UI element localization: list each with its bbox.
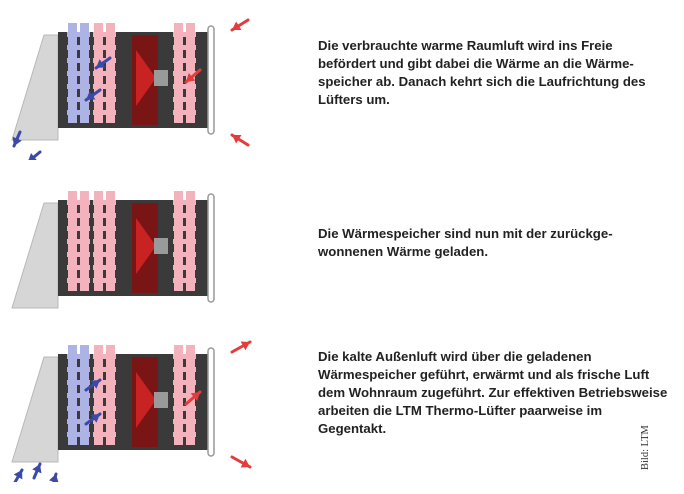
storage-left-b-rib (93, 367, 116, 372)
ventilation-unit (12, 342, 250, 482)
storage-left-a-rib (67, 45, 90, 50)
storage-left-a-rib (67, 84, 90, 89)
storage-left-b-rib (93, 226, 116, 231)
storage-right-rib (173, 354, 196, 359)
outer-wall-cover (12, 357, 58, 462)
storage-right-rib (173, 97, 196, 102)
inner-grille (208, 348, 214, 456)
storage-left-a-rib (67, 200, 90, 205)
supply-diagram (0, 332, 300, 482)
caption-supply: Die kalte Außenluft wird über die geladenen Wärmespeicher geführt, erwärmt und als frische Luft dem Wohnraum zugeführt. Zur effektiven Betriebsweise arbeiten die LTM Thermo-Lüfter paarweise im Gegentakt. (318, 349, 668, 436)
storage-left-a-rib (67, 252, 90, 257)
panel-exhaust (0, 10, 684, 160)
storage-left-a-rib (67, 58, 90, 63)
storage-left-a-rib (67, 406, 90, 411)
cold-air-in-arrow (49, 474, 59, 482)
storage-right-rib (173, 226, 196, 231)
panel-supply (0, 332, 684, 482)
exhaust-arrow (28, 152, 40, 160)
storage-right-rib (173, 406, 196, 411)
inner-grille (208, 194, 214, 302)
storage-left-a-rib (67, 380, 90, 385)
storage-right-rib (173, 239, 196, 244)
storage-right-rib (173, 367, 196, 372)
storage-right-rib (173, 45, 196, 50)
storage-left-a-rib (67, 110, 90, 115)
fan-motor (154, 70, 168, 86)
ventilation-unit (12, 20, 248, 160)
exhaust-diagram (0, 10, 300, 160)
storage-left-b-rib (93, 71, 116, 76)
storage-left-b-rib (93, 354, 116, 359)
storage-left-b-rib (93, 265, 116, 270)
storage-left-b-rib (93, 200, 116, 205)
storage-left-b-rib (93, 97, 116, 102)
loaded-diagram (0, 178, 300, 328)
fresh-air-out-arrow (232, 457, 250, 467)
storage-left-a-rib (67, 265, 90, 270)
fan-motor (154, 392, 168, 408)
storage-left-b-rib (93, 252, 116, 257)
storage-right-rib (173, 32, 196, 37)
inner-grille (208, 26, 214, 134)
image-credit: Bild: LTM (640, 425, 651, 470)
caption-exhaust: Die verbrauchte warme Raumluft wird ins Freie befördert und gibt dabei die Wärme an die Wärmespeicher ab. Danach kehrt sich die Laufrichtung des Lüfters um. (318, 38, 646, 107)
fan-motor (154, 238, 168, 254)
storage-right-rib (173, 432, 196, 437)
storage-right-rib (173, 84, 196, 89)
storage-left-b-rib (93, 110, 116, 115)
storage-right-rib (173, 265, 196, 270)
storage-left-b-rib (93, 278, 116, 283)
storage-left-a-rib (67, 432, 90, 437)
storage-left-b-rib (93, 45, 116, 50)
warm-air-in-arrow (232, 135, 248, 145)
storage-left-a-rib (67, 239, 90, 244)
storage-left-a-rib (67, 32, 90, 37)
storage-right-rib (173, 419, 196, 424)
storage-left-a-rib (67, 71, 90, 76)
storage-left-b-rib (93, 393, 116, 398)
cold-air-in-arrow (14, 470, 23, 482)
storage-left-a-rib (67, 367, 90, 372)
storage-left-a-rib (67, 393, 90, 398)
storage-right-rib (173, 380, 196, 385)
storage-left-b-rib (93, 84, 116, 89)
storage-right-rib (173, 58, 196, 63)
storage-right-rib (173, 200, 196, 205)
cold-air-in-arrow (32, 464, 41, 478)
storage-left-a-rib (67, 278, 90, 283)
panel-loaded (0, 178, 684, 328)
storage-left-a-rib (67, 213, 90, 218)
ventilation-unit (12, 191, 214, 308)
storage-left-a-rib (67, 354, 90, 359)
storage-left-b-rib (93, 432, 116, 437)
storage-left-b-rib (93, 406, 116, 411)
storage-right-rib (173, 110, 196, 115)
storage-left-b-rib (93, 213, 116, 218)
outer-wall-cover (12, 35, 58, 140)
storage-right-rib (173, 213, 196, 218)
storage-left-b-rib (93, 239, 116, 244)
caption-loaded: Die Wärmespeicher sind nun mit der zurückgewonnenen Wärme geladen. (318, 226, 613, 259)
fresh-air-out-arrow (232, 342, 250, 352)
storage-right-rib (173, 278, 196, 283)
warm-air-in-arrow (232, 20, 248, 30)
storage-left-a-rib (67, 226, 90, 231)
storage-right-rib (173, 252, 196, 257)
outer-wall-cover (12, 203, 58, 308)
storage-left-b-rib (93, 32, 116, 37)
